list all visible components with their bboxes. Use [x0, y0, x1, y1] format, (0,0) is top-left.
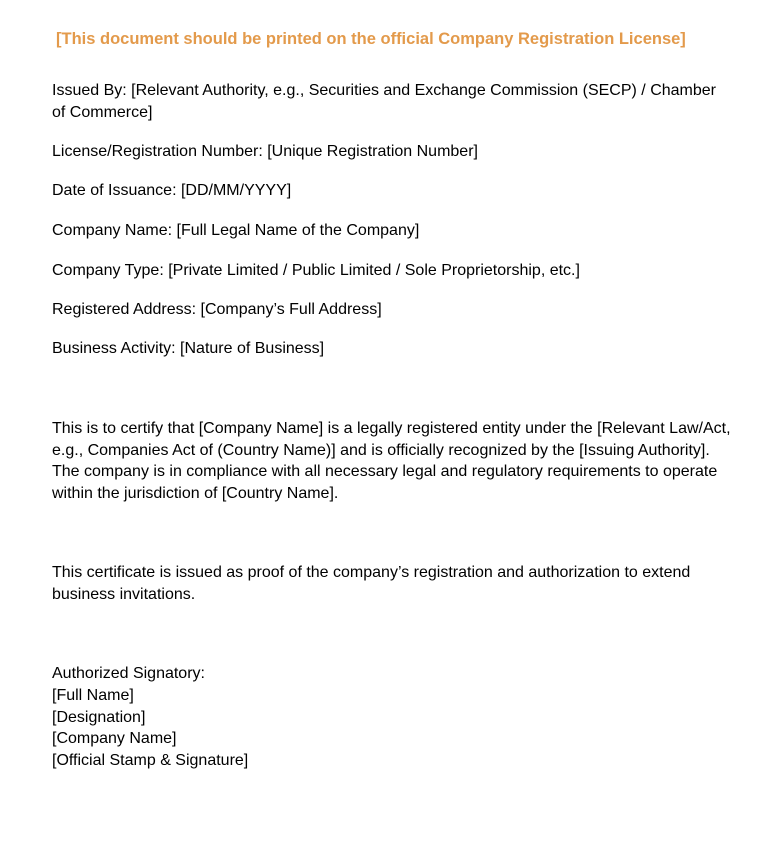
- signatory-heading: Authorized Signatory:: [52, 665, 205, 682]
- date-of-issuance-field: Date of Issuance: [DD/MM/YYYY]: [52, 182, 292, 199]
- issued-by-field: Issued By: [Relevant Authority, e.g., Securities and Exchange Commission (SECP) / Chamber of Commerce]: [52, 82, 716, 121]
- business-activity-field: Business Activity: [Nature of Business]: [52, 340, 325, 357]
- signatory-block: [52, 663, 248, 772]
- registration-number-field: License/Registration Number: [Unique Registration Number]: [52, 143, 478, 160]
- signatory-full-name: [Full Name]: [52, 686, 134, 704]
- company-type-field: Company Type: [Private Limited / Public Limited / Sole Proprietorship, etc.]: [52, 262, 580, 279]
- certification-paragraph: This is to certify that [Company Name] is a legally registered entity under the [Relevant Law/Act, e.g., Companies Act of (Country Name)] and is officially recognized by the [Issuing Authority]. The company is in compliance with all necessary legal and regulatory requirements to operate within the jurisdiction of [Country Name].: [52, 420, 731, 503]
- purpose-paragraph: This certificate is issued as proof of the company’s registration and authorization to extend business invitations.: [52, 564, 691, 603]
- company-name-field: Company Name: [Full Legal Name of the Company]: [52, 222, 420, 239]
- print-notice: [This document should be printed on the official Company Registration License]: [56, 30, 686, 48]
- registered-address-field: Registered Address: [Company’s Full Address]: [52, 301, 382, 318]
- signatory-stamp-signature: [Official Stamp & Signature]: [52, 752, 249, 770]
- signatory-designation: [Designation]: [52, 708, 146, 726]
- signatory-company-name: [Company Name]: [52, 730, 177, 748]
